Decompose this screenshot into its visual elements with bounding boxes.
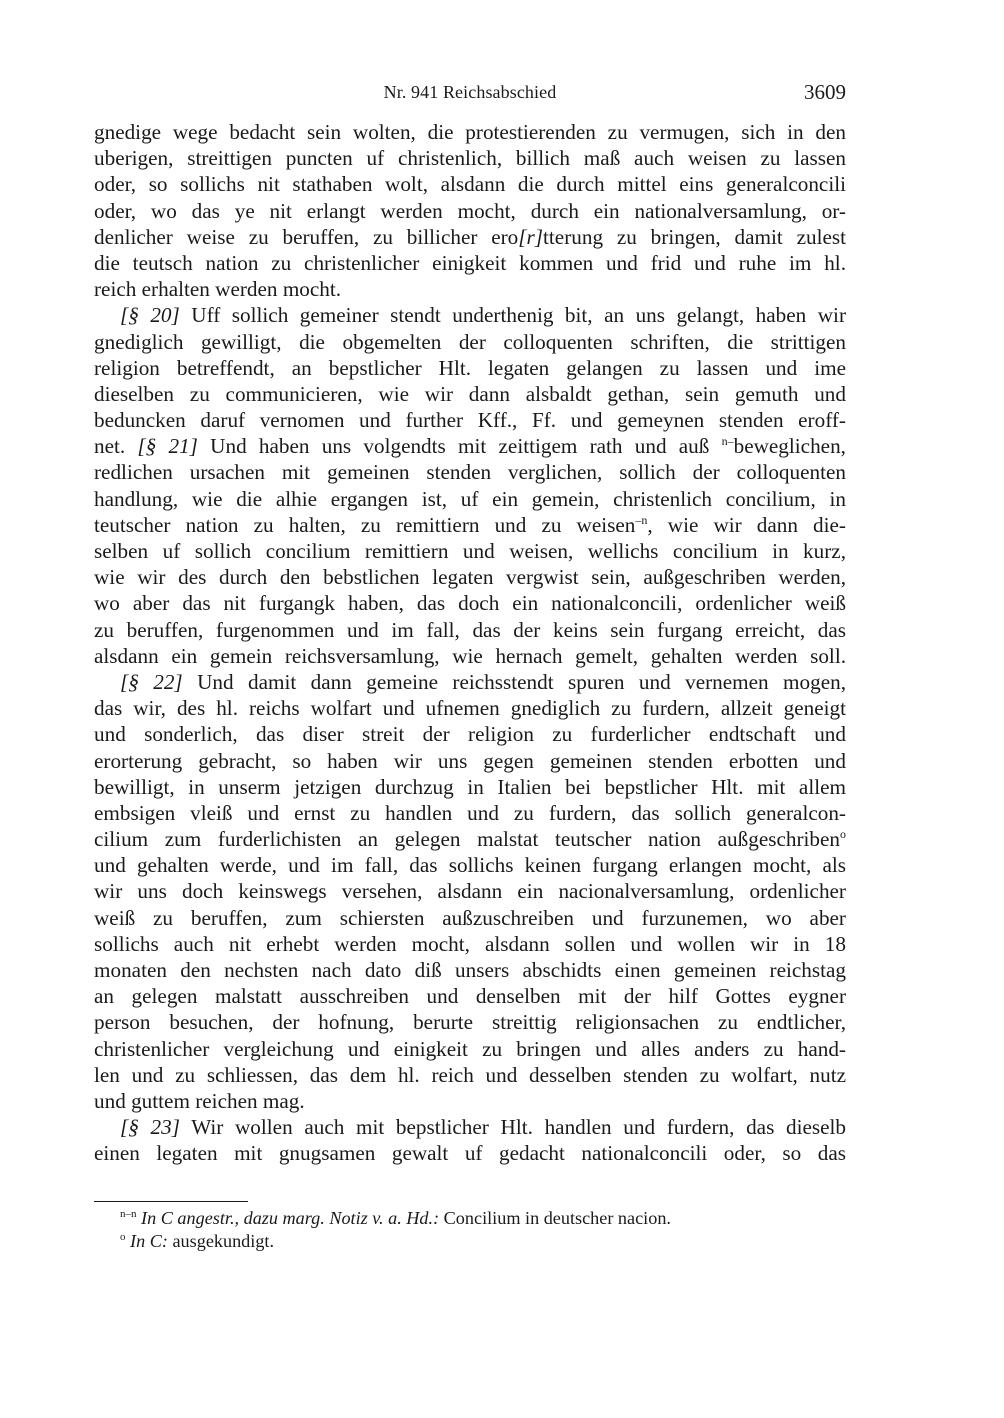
text-line: das wir, des hl. reichs wolfart und ufnemen gnediglich zu furdern, allzeit geneigt	[94, 696, 846, 721]
text-line	[94, 433, 846, 459]
text-segment: teutscher nation zu halten, zu remittiern und zu weisen	[94, 512, 636, 537]
text-line: einen legaten mit gnugsamen gewalt uf gedacht nationalconcili oder, so das	[94, 1141, 846, 1166]
text-segment: beweglichen,	[733, 434, 846, 459]
text-line	[94, 512, 846, 538]
text-line: und gehalten werde, und im fall, das sollichs keinen furgang erlangen mocht, als	[94, 853, 846, 878]
paragraph-23-start	[94, 1114, 846, 1140]
text-line: handlung, wie die alhie ergangen ist, uf ein gemein, christenlich concilium, in	[94, 486, 846, 511]
text-segment: tterung zu bringen, damit zulest	[543, 224, 846, 249]
text-segment: net.	[94, 434, 138, 459]
footnote-n	[94, 1207, 846, 1230]
text-line: religion betreffendt, an bepstlicher Hlt. legaten gelangen zu lassen und ime	[94, 355, 846, 380]
text-line: die teutsch nation zu christenlicher einigkeit kommen und frid und ruhe im hl.	[94, 250, 846, 275]
text-line: an gelegen malstatt ausschreiben und denselben mit der hilf Gottes eygner	[94, 984, 846, 1009]
text-segment: Wir wollen auch mit bepstlicher Hlt. handlen und furdern, das dieselb	[179, 1115, 846, 1140]
text-line: bewilligt, in unserm jetzigen durchzug in Italien bei bepstlicher Hlt. mit allem	[94, 774, 846, 799]
paragraph-20-start	[94, 302, 846, 328]
text-segment: Und haben uns volgendts mit zeittigem rath und auß	[197, 434, 722, 459]
running-title: Nr. 941 Reichsabschied	[383, 82, 557, 102]
footnote-mark: n–n	[120, 1208, 137, 1220]
footnote-mark: o	[120, 1231, 126, 1243]
text-line: beduncken daruf vernomen und further Kff., Ff. und gemeynen stenden eroff-	[94, 408, 846, 433]
text-segment: Uff sollich gemeiner stendt underthenig bit, an uns gelangt, haben wir	[179, 303, 846, 328]
text-line: gnediglich gewilligt, die obgemelten der colloquenten schriften, die strittigen	[94, 329, 846, 354]
text-segment: , wie wir dann die-	[647, 512, 846, 537]
page-number: 3609	[804, 80, 846, 104]
text-line: wie wir des durch den bebstlichen legaten vergwist sein, außgeschriben werden,	[94, 565, 846, 590]
text-line: alsdann ein gemein reichsversamlung, wie hernach gemelt, gehalten werden soll.	[94, 643, 846, 668]
footnote-text: Concilium in deutscher nacion.	[439, 1208, 671, 1228]
footnote-mark-n-open: n–	[721, 434, 734, 449]
text-line: selben uf sollich concilium remittiern und weisen, wellichs concilium in kurz,	[94, 539, 846, 563]
text-segment: Und damit dann gemeine reichsstendt spuren und vernemen mogen,	[182, 669, 846, 694]
section-ref-23: [§ 23]	[120, 1115, 180, 1140]
text-line: zu beruffen, furgenommen und im fall, das der keins sein furgang erreicht, das	[94, 617, 846, 642]
text-line: weiß zu beruffen, zum schiersten außzuschreiben und furzunemen, wo aber	[94, 905, 846, 930]
footnote-apparatus: In C:	[125, 1231, 168, 1251]
text-line: reich erhalten werden mocht.	[94, 277, 342, 302]
text-line: gnedige wege bedacht sein wolten, die protestierenden zu vermugen, sich in den	[94, 120, 846, 144]
text-line: monaten den nechsten nach dato diß unsers abschidts einen gemeinen reichstag	[94, 958, 846, 982]
footnotes	[94, 1207, 846, 1253]
text-line: len und zu schliessen, das dem hl. reich und desselben stenden zu wolfart, nutz	[94, 1062, 846, 1087]
text-line: wir uns doch keinswegs versehen, alsdann ein nacionalversamlung, ordenlicher	[94, 879, 846, 904]
text-line: uberigen, streittigen puncten uf christenlich, billich maß auch weisen zu lassen	[94, 146, 846, 171]
text-line: redlichen ursachen mit gemeinen stenden verglichen, sollich der colloquenten	[94, 460, 846, 485]
main-text	[94, 119, 846, 1167]
text-segment: cilium zum furderlichisten an gelegen malstat teutscher nation außgeschriben	[94, 827, 840, 852]
text-line: embsigen vleiß und ernst zu handlen und zu furdern, das sollich generalcon-	[94, 800, 846, 825]
footnote-apparatus: In C angestr., dazu marg. Notiz v. a. Hd.:	[136, 1208, 440, 1228]
text-line: oder, so sollichs nit stathaben wolt, alsdann die durch mittel eins generalconcili	[94, 172, 846, 197]
text-line: dieselben zu communicieren, wie wir dann alsbaldt gethan, sein gemuth und	[94, 381, 846, 406]
editorial-insertion: [r]	[518, 224, 544, 249]
footnote-text: ausgekundigt.	[167, 1231, 275, 1251]
text-line: sollichs auch nit erhebt werden mocht, alsdann sollen und wollen wir in 18	[94, 931, 846, 956]
text-line	[94, 224, 846, 250]
footnote-divider	[94, 1201, 248, 1202]
text-segment: denlicher weise zu beruffen, zu billicher ero	[94, 224, 519, 249]
text-line: erorterung gebracht, so haben wir uns gegen gemeinen stenden erbotten und	[94, 748, 846, 773]
text-line: christenlicher vergleichung und einigkeit zu bringen und alles anders zu hand-	[94, 1036, 846, 1061]
section-ref-21: [§ 21]	[137, 434, 198, 459]
section-ref-22: [§ 22]	[120, 669, 183, 694]
text-line	[94, 826, 846, 852]
paragraph-22-start	[94, 669, 846, 695]
section-ref-20: [§ 20]	[120, 303, 180, 328]
footnote-o	[94, 1230, 846, 1253]
text-line: und guttem reichen mag.	[94, 1088, 305, 1113]
text-line: person besuchen, der hofnung, berurte streittig religionsachen zu endtlicher,	[94, 1010, 846, 1035]
page-header	[94, 80, 846, 108]
text-line: wo aber das nit furgangk haben, das doch ein nationalconcili, ordenlicher weiß	[94, 591, 846, 616]
footnote-mark-n-close: –n	[635, 512, 648, 527]
text-line: oder, wo das ye nit erlangt werden mocht, durch ein nationalversamlung, or-	[94, 198, 846, 223]
footnote-mark-o: o	[840, 827, 846, 842]
text-line: und sonderlich, das diser streit der religion zu furderlicher endtschaft und	[94, 722, 846, 747]
